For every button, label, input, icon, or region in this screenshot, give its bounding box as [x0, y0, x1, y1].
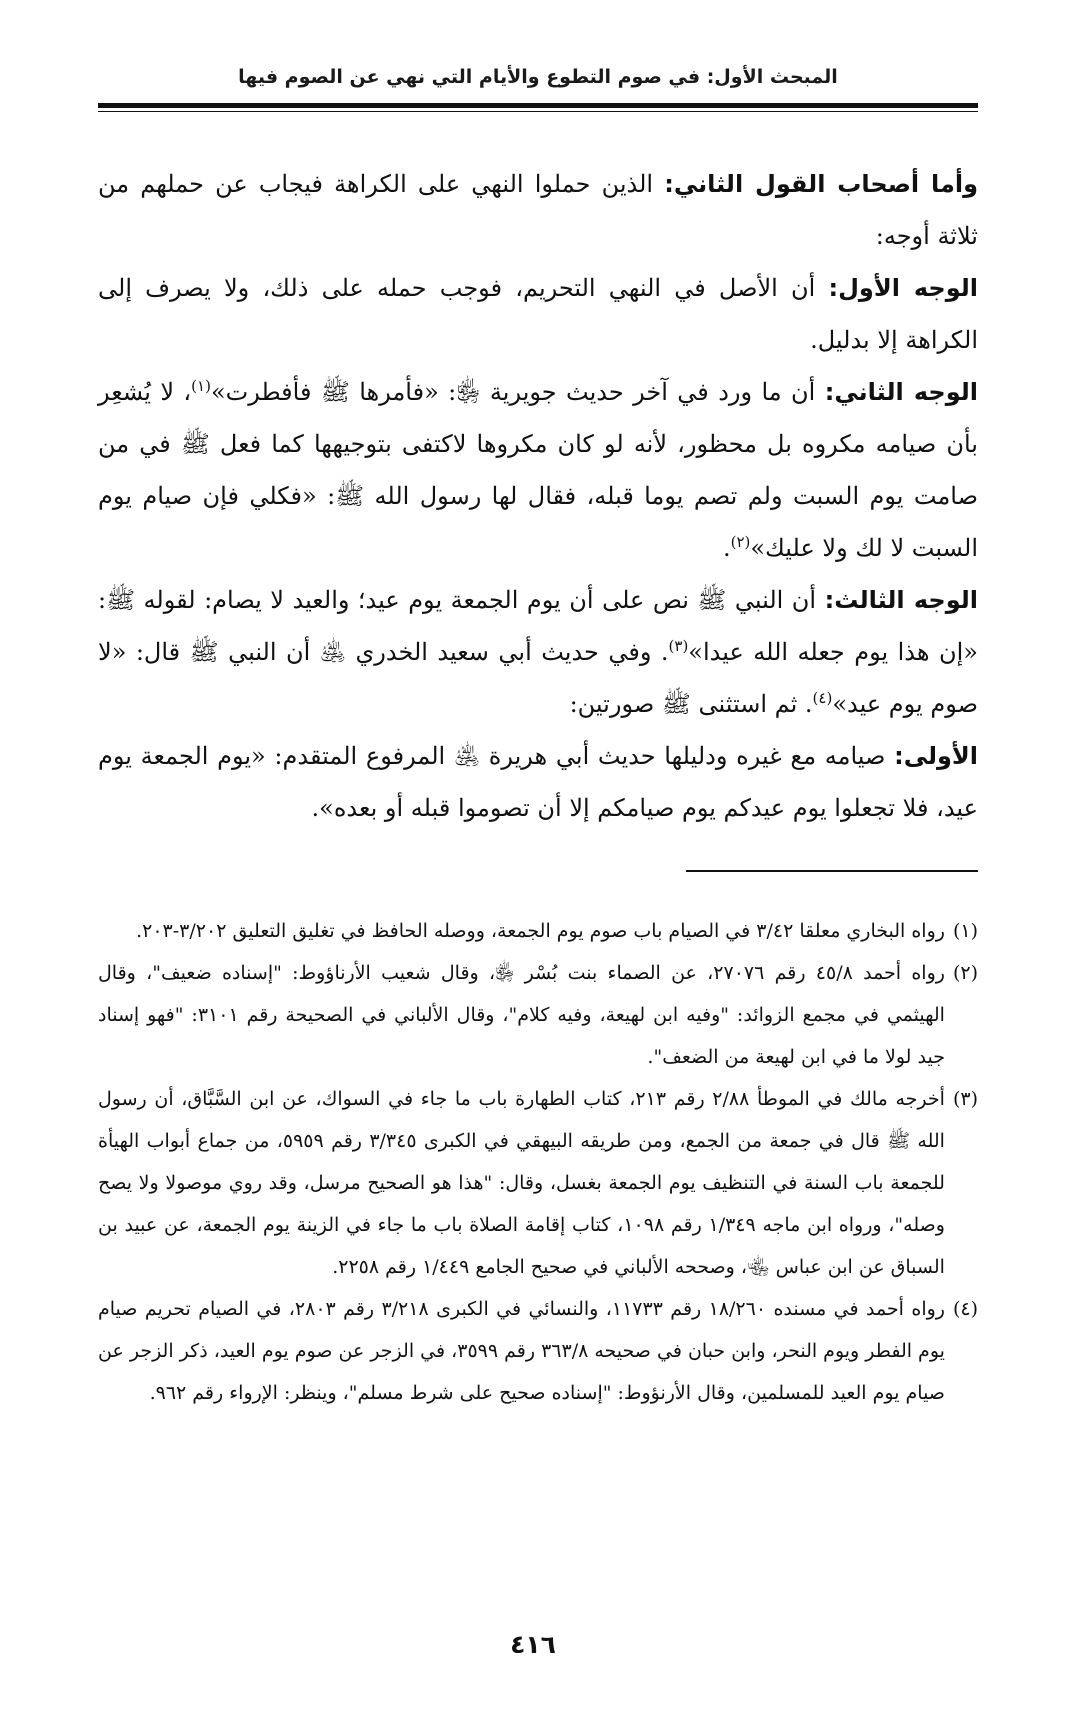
paragraph-text: صيامه مع غيره ودليلها حديث أبي هريرة ﵁ المرفوع المتقدم: «يوم الجمعة يوم عيد، فلا تجعلوا يوم عيدكم يوم صيامكم إلا أن تصوموا قبله أو بعده».	[98, 742, 978, 822]
paragraph-lead: الأولى:	[894, 742, 978, 770]
footnote-text: رواه أحمد ٤٥/٨ رقم ٢٧٠٧٦، عن الصماء بنت بُسْر ﵂، وقال شعيب الأرناؤوط: "إسناده ضعيف"، وقال الهيثمي في مجمع الزوائد: "وفيه ابن لهيعة، وفيه كلام"، وقال الألباني في الصحيحة رقم ٣١٠١: "فهو إسناد جيد لولا ما في ابن لهيعة من الضعف".	[98, 962, 945, 1068]
footnote-text: رواه البخاري معلقا ٣/٤٢ في الصيام باب صوم يوم الجمعة، ووصله الحافظ في تغليق التعليق ٣/٢٠٢-٢٠٣.	[136, 920, 945, 942]
footnote-number: (٢)	[952, 962, 978, 984]
paragraph-text: أن الأصل في النهي التحريم، فوجب حمله على ذلك، ولا يصرف إلى الكراهة إلا بدليل.	[98, 274, 978, 354]
footnote-marker-1[interactable]: (١)	[191, 377, 211, 395]
paragraph-first-aspect	[98, 262, 978, 366]
paragraph-third-aspect	[98, 574, 978, 730]
running-header-title: المبحث الأول: في صوم التطوع والأيام التي نهي عن الصوم فيها	[238, 66, 838, 88]
footnote-2	[98, 952, 978, 1078]
footnote-separator	[686, 870, 978, 872]
paragraph-text: أن ما ورد في آخر حديث جويرية ﵂: «فأمرها ﷺ فأفطرت»	[210, 378, 825, 406]
footnotes	[98, 910, 978, 1414]
paragraph-text: .	[722, 534, 731, 562]
paragraph-second-aspect	[98, 366, 978, 574]
paragraph-lead: الوجه الثالث:	[824, 586, 978, 614]
paragraph-text: أن النبي ﷺ نص على أن يوم الجمعة يوم عيد؛ والعيد لا يصام: لقوله ﷺ: «إن هذا يوم جعله الله عيدا»	[98, 586, 978, 666]
header-rule-thin	[98, 111, 978, 112]
paragraph-lead: الوجه الأول:	[828, 274, 978, 302]
paragraph-text: . وفي حديث أبي سعيد الخدري ﵁ أن النبي ﷺ قال: «لا صوم يوم عيد»	[98, 638, 978, 718]
footnote-3	[98, 1078, 978, 1288]
footnote-number: (٤)	[952, 1298, 978, 1320]
paragraph-second-opinion	[98, 158, 978, 262]
footnote-text: رواه أحمد في مسنده ١٨/٢٦٠ رقم ١١٧٣٣، والنسائي في الكبرى ٣/٢١٨ رقم ٢٨٠٣، في الصيام تحريم صيام يوم الفطر ويوم النحر، وابن حبان في صحيحه ٣٦٣/٨ رقم ٣٥٩٩، في الزجر عن صوم يوم العيد، ذكر الزجر عن صيام يوم العيد للمسلمين، وقال الأرنؤوط: "إسناده صحيح على شرط مسلم"، وينظر: الإرواء رقم ٩٦٢.	[98, 1298, 945, 1404]
footnote-number: (١)	[952, 920, 978, 942]
main-text	[98, 158, 978, 834]
footnote-marker-2[interactable]: (٢)	[730, 533, 751, 551]
footnote-number: (٣)	[952, 1088, 978, 1110]
footnote-marker-4[interactable]: (٤)	[812, 689, 833, 707]
paragraph-lead: وأما أصحاب القول الثاني:	[664, 170, 979, 198]
paragraph-lead: الوجه الثاني:	[824, 378, 978, 406]
footnote-1	[98, 910, 978, 952]
footnote-marker-3[interactable]: (٣)	[668, 637, 689, 655]
header-rule-thick	[98, 103, 978, 108]
page-number: ٤١٦	[510, 1630, 556, 1659]
footnote-text: أخرجه مالك في الموطأ ٢/٨٨ رقم ٢١٣، كتاب الطهارة باب ما جاء في السواك، عن ابن السَّبَّاق، أن رسول الله ﷺ قال في جمعة من الجمع، ومن طريقه البيهقي في الكبرى ٣/٣٤٥ رقم ٥٩٥٩، من جماع أبواب الهيأة للجمعة باب السنة في التنظيف يوم الجمعة بغسل، وقال: "هذا هو الصحيح مرسل، وقد روي موصولا ولا يصح وصله"، ورواه ابن ماجه ١/٣٤٩ رقم ١٠٩٨، كتاب إقامة الصلاة باب ما جاء في الزينة يوم الجمعة، عن عبيد بن السباق عن ابن عباس ﵄، وصححه الألباني في صحيح الجامع ١/٤٤٩ رقم ٢٢٥٨.	[98, 1088, 945, 1278]
paragraph-text: . ثم استثنى ﷺ صورتين:	[569, 690, 813, 718]
paragraph-text: ، لا يُشعِر بأن صيامه مكروه بل محظور، لأنه لو كان مكروها لاكتفى بتوجيهها كما فعل ﷺ في من صامت يوم السبت ولم تصم يوما قبله، فقال لها رسول الله ﷺ: «فكلي فإن صيام يوم السبت لا لك ولا عليك»	[98, 378, 978, 562]
paragraph-text: الذين حملوا النهي على الكراهة فيجاب عن حملهم من ثلاثة أوجه:	[98, 170, 978, 250]
footnote-4	[98, 1288, 978, 1414]
paragraph-first-case	[98, 730, 978, 834]
